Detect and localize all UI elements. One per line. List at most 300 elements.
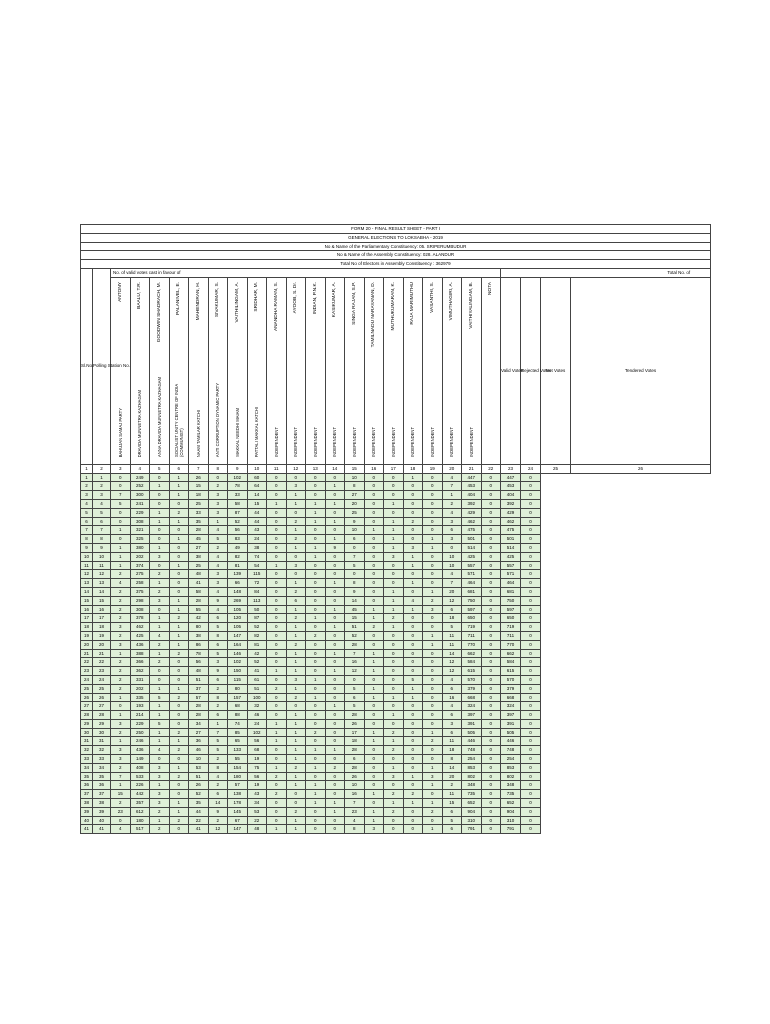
vote-cell: 1 xyxy=(169,631,189,640)
vote-cell: 46 xyxy=(247,711,267,720)
vote-cell: 0 xyxy=(111,702,131,711)
row-serial: 14 xyxy=(81,587,93,596)
vote-cell: 0 xyxy=(111,508,131,517)
vote-cell: 1 xyxy=(111,561,131,570)
vote-cell: 0 xyxy=(364,535,384,544)
row-station: 33 xyxy=(93,755,111,764)
vote-cell: 1 xyxy=(111,543,131,552)
vote-cell: 1 xyxy=(403,799,423,808)
vote-cell: 0 xyxy=(384,675,404,684)
vote-cell: 0 xyxy=(325,491,345,500)
vote-cell: 0 xyxy=(169,579,189,588)
vote-cell: 0 xyxy=(384,649,404,658)
vote-cell: 0 xyxy=(306,772,326,781)
vote-cell: 14 xyxy=(345,596,365,605)
vote-cell: 0 xyxy=(364,631,384,640)
vote-cell: 0 xyxy=(325,825,345,834)
vote-cell: 3 xyxy=(111,719,131,728)
vote-cell: 2 xyxy=(384,790,404,799)
vote-cell: 1 xyxy=(286,816,306,825)
vote-cell: 1 xyxy=(267,561,287,570)
column-number: 24 xyxy=(521,464,541,473)
column-number: 22 xyxy=(481,464,501,473)
vote-cell: 0 xyxy=(306,667,326,676)
vote-cell: 597 xyxy=(462,605,482,614)
vote-cell: 6 xyxy=(345,535,365,544)
vote-cell: 0 xyxy=(521,825,541,834)
vote-cell: 19 xyxy=(247,755,267,764)
vote-cell: 0 xyxy=(306,702,326,711)
vote-cell: 1 xyxy=(306,675,326,684)
vote-cell: 392 xyxy=(462,499,482,508)
vote-cell: 2 xyxy=(111,763,131,772)
vote-cell: 3 xyxy=(423,772,443,781)
vote-cell: 0 xyxy=(481,526,501,535)
vote-cell: 1 xyxy=(364,658,384,667)
vote-cell: 0 xyxy=(364,552,384,561)
row-station: 16 xyxy=(93,605,111,614)
row-station: 15 xyxy=(93,596,111,605)
vote-cell: 0 xyxy=(423,719,443,728)
table-row xyxy=(81,508,711,517)
vote-cell: 0 xyxy=(481,667,501,676)
candidate-header xyxy=(150,277,170,464)
column-number: 14 xyxy=(325,464,345,473)
vote-cell: 462 xyxy=(501,517,521,526)
vote-cell: 28 xyxy=(345,711,365,720)
vote-cell: 0 xyxy=(521,781,541,790)
vote-cell: 2 xyxy=(111,728,131,737)
vote-cell: 18 xyxy=(442,746,462,755)
row-station: 39 xyxy=(93,807,111,816)
vote-cell: 0 xyxy=(267,746,287,755)
vote-cell: 1 xyxy=(169,799,189,808)
vote-cell: 0 xyxy=(521,570,541,579)
vote-cell: 1 xyxy=(286,667,306,676)
row-station: 2 xyxy=(93,482,111,491)
vote-cell: 0 xyxy=(521,719,541,728)
candidate-header xyxy=(208,277,228,464)
vote-cell: 1 xyxy=(364,807,384,816)
vote-cell: 2 xyxy=(111,667,131,676)
vote-cell: 4 xyxy=(442,675,462,684)
vote-cell: 2 xyxy=(169,693,189,702)
vote-cell: 8 xyxy=(345,579,365,588)
vote-cell: 1 xyxy=(169,535,189,544)
candidate-name: INDIAN, P.N.K. xyxy=(312,281,318,314)
vote-cell: 28 xyxy=(189,702,209,711)
vote-cell: 391 xyxy=(462,719,482,728)
candidate-party: ANNA DRAVIDA MUNNETRA KAZHAGAM xyxy=(156,377,162,457)
column-number: 23 xyxy=(501,464,521,473)
row-station: 23 xyxy=(93,667,111,676)
row-serial: 25 xyxy=(81,684,93,693)
vote-cell: 0 xyxy=(481,614,501,623)
vote-cell: 53 xyxy=(247,807,267,816)
vote-cell: 53 xyxy=(189,763,209,772)
vote-cell: 0 xyxy=(267,702,287,711)
vote-cell: 18 xyxy=(442,614,462,623)
vote-cell: 324 xyxy=(501,702,521,711)
vote-cell: 3 xyxy=(384,772,404,781)
vote-cell: 1 xyxy=(150,684,170,693)
vote-cell: 23 xyxy=(345,807,365,816)
vote-cell: 3 xyxy=(150,790,170,799)
vote-cell: 0 xyxy=(423,675,443,684)
vote-cell: 0 xyxy=(169,543,189,552)
vote-cell: 0 xyxy=(325,684,345,693)
candidate-party: INDEPENDENT xyxy=(468,426,474,457)
row-serial: 19 xyxy=(81,631,93,640)
vote-cell: 453 xyxy=(462,482,482,491)
vote-cell: 57 xyxy=(189,693,209,702)
vote-cell: 0 xyxy=(325,816,345,825)
vote-cell: 374 xyxy=(130,561,150,570)
vote-cell: 51 xyxy=(189,772,209,781)
vote-cell: 0 xyxy=(306,535,326,544)
row-station: 25 xyxy=(93,684,111,693)
vote-cell: 0 xyxy=(403,755,423,764)
vote-cell: 0 xyxy=(521,561,541,570)
vote-cell: 9 xyxy=(345,587,365,596)
total-electors: Total No of Electors in Assembly Constituency : 362979 xyxy=(81,260,711,269)
row-station: 36 xyxy=(93,781,111,790)
candidate-party: NAAM TAMILAR KATCHI xyxy=(195,409,201,457)
vote-cell: 22 xyxy=(247,816,267,825)
vote-cell: 0 xyxy=(403,623,423,632)
vote-cell: 570 xyxy=(462,675,482,684)
vote-cell: 447 xyxy=(462,473,482,482)
column-number: 26 xyxy=(571,464,711,473)
column-number: 6 xyxy=(169,464,189,473)
vote-cell: 0 xyxy=(384,719,404,728)
vote-cell: 0 xyxy=(111,517,131,526)
vote-cell: 147 xyxy=(228,825,248,834)
table-row xyxy=(81,675,711,684)
table-row xyxy=(81,693,711,702)
vote-cell: 0 xyxy=(384,667,404,676)
vote-cell: 3 xyxy=(208,508,228,517)
vote-cell: 2 xyxy=(208,702,228,711)
table-row xyxy=(81,763,711,772)
vote-cell: 0 xyxy=(521,640,541,649)
vote-cell: 0 xyxy=(521,816,541,825)
vote-cell: 12 xyxy=(208,825,228,834)
vote-cell: 8 xyxy=(345,482,365,491)
vote-cell: 0 xyxy=(481,491,501,500)
vote-cell: 15 xyxy=(247,499,267,508)
vote-cell: 56 xyxy=(247,737,267,746)
table-row xyxy=(81,579,711,588)
vote-cell: 269 xyxy=(228,596,248,605)
row-station: 26 xyxy=(93,693,111,702)
vote-cell: 58 xyxy=(228,499,248,508)
vote-cell: 38 xyxy=(189,552,209,561)
vote-cell: 711 xyxy=(462,631,482,640)
vote-cell: 0 xyxy=(403,491,423,500)
vote-cell: 2 xyxy=(384,728,404,737)
vote-cell: 83 xyxy=(228,535,248,544)
vote-cell: 0 xyxy=(325,790,345,799)
vote-cell: 0 xyxy=(267,614,287,623)
vote-cell: 28 xyxy=(189,596,209,605)
vote-cell: 0 xyxy=(403,587,423,596)
candidate-party: INDEPENDENT xyxy=(429,426,435,457)
vote-cell: 0 xyxy=(150,499,170,508)
vote-cell: 308 xyxy=(130,605,150,614)
vote-cell: 0 xyxy=(169,790,189,799)
candidate-header xyxy=(228,277,248,464)
vote-cell: 0 xyxy=(521,535,541,544)
vote-cell: 0 xyxy=(481,728,501,737)
candidate-name: MUTHUKUMARAN, K. xyxy=(390,281,396,331)
vote-cell: 770 xyxy=(462,640,482,649)
vote-cell: 0 xyxy=(423,693,443,702)
vote-cell: 791 xyxy=(501,825,521,834)
vote-cell: 0 xyxy=(364,570,384,579)
vote-cell: 1 xyxy=(384,587,404,596)
vote-cell: 0 xyxy=(306,587,326,596)
vote-cell: 0 xyxy=(481,587,501,596)
vote-cell: 748 xyxy=(501,746,521,755)
row-station: 18 xyxy=(93,623,111,632)
vote-cell: 0 xyxy=(403,719,423,728)
vote-cell: 0 xyxy=(150,675,170,684)
vote-cell: 2 xyxy=(423,596,443,605)
vote-cell: 66 xyxy=(228,579,248,588)
row-serial: 7 xyxy=(81,526,93,535)
vote-cell: 41 xyxy=(189,579,209,588)
vote-cell: 735 xyxy=(462,790,482,799)
vote-cell: 0 xyxy=(403,526,423,535)
vote-cell: 3 xyxy=(442,535,462,544)
vote-cell: 0 xyxy=(267,649,287,658)
vote-cell: 429 xyxy=(462,508,482,517)
vote-cell: 0 xyxy=(481,552,501,561)
vote-cell: 0 xyxy=(364,561,384,570)
vote-cell: 0 xyxy=(521,790,541,799)
vote-cell: 51 xyxy=(189,675,209,684)
row-serial: 23 xyxy=(81,667,93,676)
row-serial: 35 xyxy=(81,772,93,781)
vote-cell: 0 xyxy=(423,508,443,517)
vote-cell: 28 xyxy=(345,640,365,649)
vote-cell: 425 xyxy=(130,631,150,640)
vote-cell: 120 xyxy=(228,614,248,623)
vote-cell: 8 xyxy=(442,755,462,764)
vote-cell: 1 xyxy=(384,737,404,746)
vote-cell: 1 xyxy=(169,737,189,746)
vote-cell: 0 xyxy=(364,746,384,755)
vote-cell: 2 xyxy=(111,614,131,623)
vote-cell: 750 xyxy=(462,596,482,605)
vote-cell: 0 xyxy=(111,473,131,482)
candidate-party: ANTI CORRUPTION DYNAMIC PARTY xyxy=(215,382,221,457)
candidate-header xyxy=(130,277,150,464)
vote-cell: 0 xyxy=(521,482,541,491)
vote-cell: 462 xyxy=(462,517,482,526)
vote-cell: 2 xyxy=(325,763,345,772)
vote-cell: 2 xyxy=(423,737,443,746)
vote-cell: 0 xyxy=(423,746,443,755)
vote-cell: 229 xyxy=(130,719,150,728)
vote-cell: 27 xyxy=(189,543,209,552)
vote-cell: 3 xyxy=(364,825,384,834)
vote-cell: 3 xyxy=(286,482,306,491)
vote-cell: 0 xyxy=(325,675,345,684)
vote-cell: 6 xyxy=(442,684,462,693)
vote-cell: 4 xyxy=(208,526,228,535)
vote-cell: 0 xyxy=(325,570,345,579)
vote-cell: 249 xyxy=(130,473,150,482)
table-row xyxy=(81,517,711,526)
vote-cell: 4 xyxy=(442,570,462,579)
vote-cell: 1 xyxy=(169,473,189,482)
vote-cell: 43 xyxy=(247,526,267,535)
vote-cell: 0 xyxy=(481,684,501,693)
vote-cell: 2 xyxy=(208,543,228,552)
vote-cell: 18 xyxy=(345,737,365,746)
vote-cell: 425 xyxy=(501,552,521,561)
vote-cell: 1 xyxy=(364,526,384,535)
vote-cell: 0 xyxy=(364,473,384,482)
column-number: 20 xyxy=(442,464,462,473)
row-serial: 4 xyxy=(81,499,93,508)
vote-cell: 1 xyxy=(169,517,189,526)
row-serial: 36 xyxy=(81,781,93,790)
vote-cell: 87 xyxy=(247,614,267,623)
vote-cell: 0 xyxy=(384,755,404,764)
column-number: 18 xyxy=(403,464,423,473)
vote-cell: 1 xyxy=(306,693,326,702)
vote-cell: 28 xyxy=(345,763,365,772)
vote-cell: 0 xyxy=(521,658,541,667)
vote-cell: 0 xyxy=(384,579,404,588)
vote-cell: 0 xyxy=(521,763,541,772)
candidate-name: TAMILNADU NARAYANAN, D. xyxy=(371,281,377,348)
vote-cell: 0 xyxy=(267,781,287,790)
vote-cell: 42 xyxy=(247,649,267,658)
vote-cell: 0 xyxy=(364,640,384,649)
row-station: 14 xyxy=(93,587,111,596)
vote-cell: 362 xyxy=(130,667,150,676)
vote-cell: 36 xyxy=(189,737,209,746)
vote-cell: 0 xyxy=(423,482,443,491)
vote-cell: 16 xyxy=(345,658,365,667)
vote-cell: 1 xyxy=(403,552,423,561)
vote-cell: 1 xyxy=(286,711,306,720)
vote-cell: 0 xyxy=(169,552,189,561)
vote-cell: 0 xyxy=(364,482,384,491)
vote-cell: 1 xyxy=(150,623,170,632)
table-row xyxy=(81,570,711,579)
vote-cell: 4 xyxy=(208,561,228,570)
candidate-header xyxy=(364,277,384,464)
vote-cell: 748 xyxy=(462,746,482,755)
vote-cell: 1 xyxy=(169,763,189,772)
vote-cell: 3 xyxy=(286,561,306,570)
vote-cell: 0 xyxy=(403,614,423,623)
vote-cell: 1 xyxy=(111,711,131,720)
vote-cell: 0 xyxy=(423,816,443,825)
vote-cell: 56 xyxy=(247,772,267,781)
table-row xyxy=(81,658,711,667)
vote-cell: 1 xyxy=(384,799,404,808)
vote-cell: 0 xyxy=(384,825,404,834)
net-votes-header: Net Votes xyxy=(541,277,571,464)
vote-cell: 1 xyxy=(364,693,384,702)
vote-cell: 0 xyxy=(267,473,287,482)
vote-cell: 4 xyxy=(208,552,228,561)
vote-cell: 147 xyxy=(228,631,248,640)
vote-cell: 80 xyxy=(228,684,248,693)
vote-cell: 180 xyxy=(130,816,150,825)
vote-cell: 652 xyxy=(501,799,521,808)
vote-cell: 0 xyxy=(481,772,501,781)
row-serial: 10 xyxy=(81,552,93,561)
vote-cell: 2 xyxy=(111,631,131,640)
vote-cell: 408 xyxy=(130,763,150,772)
vote-cell: 0 xyxy=(111,535,131,544)
vote-cell: 570 xyxy=(501,675,521,684)
vote-cell: 0 xyxy=(306,807,326,816)
vote-cell: 14 xyxy=(442,763,462,772)
vote-cell: 1 xyxy=(423,631,443,640)
vote-cell: 584 xyxy=(462,658,482,667)
vote-cell: 48 xyxy=(189,667,209,676)
vote-cell: 7 xyxy=(442,579,462,588)
vote-cell: 404 xyxy=(501,491,521,500)
vote-cell: 41 xyxy=(247,667,267,676)
row-serial: 40 xyxy=(81,816,93,825)
vote-cell: 87 xyxy=(228,508,248,517)
vote-cell: 0 xyxy=(481,737,501,746)
vote-cell: 2 xyxy=(111,587,131,596)
vote-cell: 0 xyxy=(521,517,541,526)
vote-cell: 0 xyxy=(423,517,443,526)
vote-cell: 397 xyxy=(462,711,482,720)
vote-cell: 1 xyxy=(169,640,189,649)
vote-cell: 735 xyxy=(501,790,521,799)
vote-cell: 2 xyxy=(111,605,131,614)
vote-cell: 35 xyxy=(189,799,209,808)
vote-cell: 0 xyxy=(423,473,443,482)
table-row xyxy=(81,473,711,482)
vote-cell: 325 xyxy=(130,535,150,544)
vote-cell: 1 xyxy=(286,719,306,728)
vote-cell: 0 xyxy=(481,799,501,808)
vote-cell: 9 xyxy=(208,667,228,676)
vote-cell: 0 xyxy=(481,561,501,570)
vote-cell: 0 xyxy=(325,552,345,561)
vote-cell: 0 xyxy=(267,596,287,605)
candidate-party: INDEPENDENT xyxy=(351,426,357,457)
vote-cell: 0 xyxy=(364,596,384,605)
results-table xyxy=(80,224,711,834)
vote-cell: 0 xyxy=(345,570,365,579)
vote-cell: 6 xyxy=(208,640,228,649)
vote-cell: 0 xyxy=(325,508,345,517)
vote-cell: 0 xyxy=(169,711,189,720)
candidate-header xyxy=(345,277,365,464)
candidate-party: MAKKAL NEEDHI MAIAM xyxy=(234,408,240,457)
vote-cell: 0 xyxy=(384,781,404,790)
vote-cell: 48 xyxy=(247,825,267,834)
vote-cell: 379 xyxy=(462,684,482,693)
row-serial: 13 xyxy=(81,579,93,588)
vote-cell: 65 xyxy=(228,737,248,746)
vote-cell: 0 xyxy=(521,675,541,684)
